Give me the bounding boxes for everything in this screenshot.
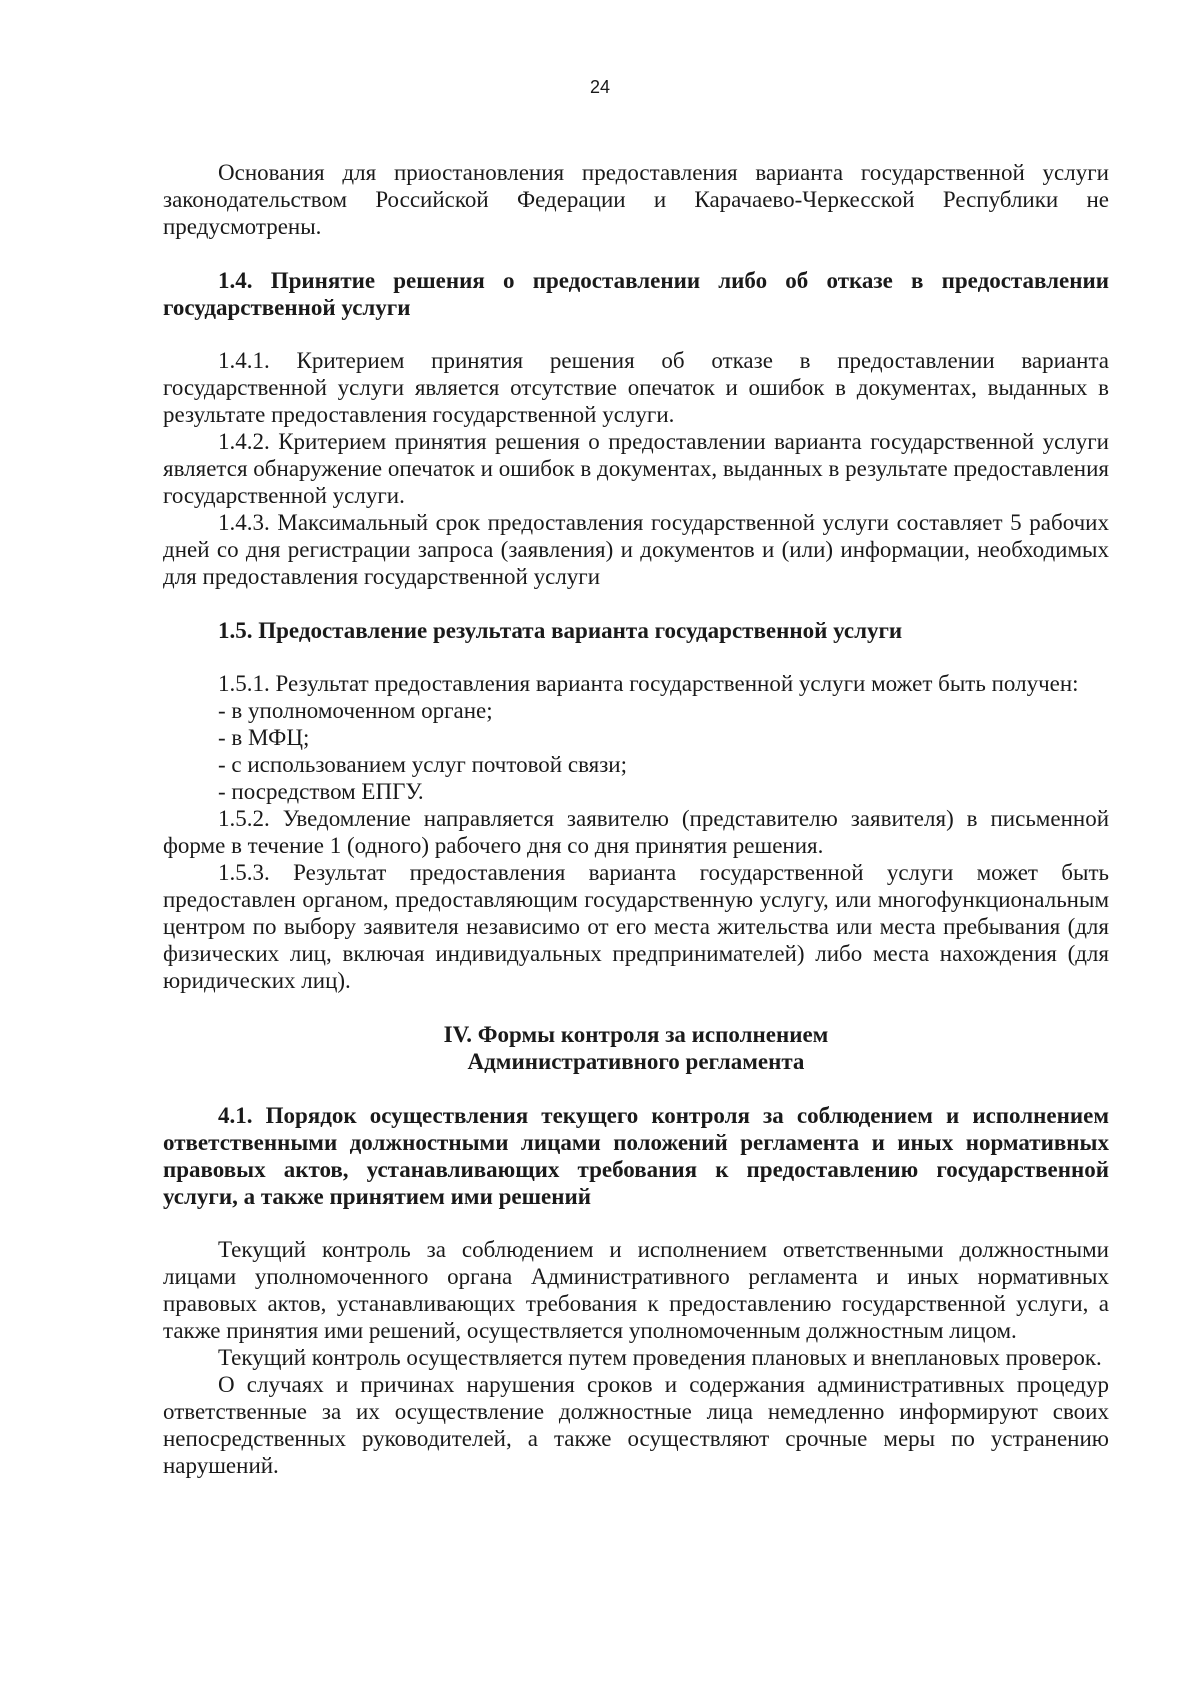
paragraph-1-5-1: 1.5.1. Результат предоставления варианта государственной услуги может быть получен: <box>218 671 1079 696</box>
paragraph-1-4-1: 1.4.1. Критерием принятия решения об отказе в предоставлении варианта государственной услуги является отсутствие опечаток и ошибок в документах, выданных в результате предоставления государственной услуги. <box>163 348 1109 427</box>
list-item: - в МФЦ; <box>218 725 310 750</box>
list-item: - посредством ЕПГУ. <box>218 779 424 804</box>
paragraph-1-5-2: 1.5.2. Уведомление направляется заявителю (представителю заявителя) в письменной форме в течение 1 (одного) рабочего дня со дня принятия решения. <box>163 806 1109 858</box>
list-item: - с использованием услуг почтовой связи; <box>218 752 627 777</box>
list-item: - в уполномоченном органе; <box>218 698 493 723</box>
chapter-4-title-line-2: Административного регламента <box>467 1049 805 1074</box>
paragraph-1-4-2: 1.4.2. Критерием принятия решения о предоставлении варианта государственной услуги является обнаружение опечаток и ошибок в документах, выданных в результате предоставления государственной услуги. <box>163 429 1109 508</box>
paragraph-1-5-3: 1.5.3. Результат предоставления варианта государственной услуги может быть предоставлен органом, предоставляющим государственную услугу, или многофункциональным центром по выбору заявителя независимо от его места жительства или места пребывания (для физических лиц, включая индивидуальных предпринимателей) либо места нахождения (для юридических лиц). <box>163 860 1109 993</box>
paragraph-4-1-current-control: Текущий контроль за соблюдением и исполнением ответственными должностными лицами уполномоченного органа Административного регламента и иных нормативных правовых актов, устанавливающих требования к предоставлению государственной услуги, а также принятия ими решений, осуществляется уполномоченным должностным лицом. <box>163 1237 1109 1343</box>
document-body <box>163 159 1109 1479</box>
section-4-1-heading: 4.1. Порядок осуществления текущего контроля за соблюдением и исполнением ответственными должностными лицами положений регламента и иных нормативных правовых актов, устанавливающих требования к предоставлению государственной услуги, а также принятием ими решений <box>163 1103 1109 1209</box>
chapter-4-title-line-1: IV. Формы контроля за исполнением <box>443 1022 829 1047</box>
paragraph-1-4-3: 1.4.3. Максимальный срок предоставления государственной услуги составляет 5 рабочих дней со дня регистрации запроса (заявления) и документов и (или) информации, необходимых для предоставления государственной услуги <box>163 510 1109 589</box>
page-number: 24 <box>589 77 611 97</box>
paragraph-4-1-inspections: Текущий контроль осуществляется путем проведения плановых и внеплановых проверок. <box>218 1345 1102 1370</box>
intro-paragraph: Основания для приостановления предоставления варианта государственной услуги законодательством Российской Федерации и Карачаево-Черкесской Республики не предусмотрены. <box>163 160 1109 239</box>
section-1-5-heading: 1.5. Предоставление результата варианта государственной услуги <box>218 618 903 643</box>
section-1-4-heading: 1.4. Принятие решения о предоставлении либо об отказе в предоставлении государственной услуги <box>163 268 1109 320</box>
paragraph-4-1-violations: О случаях и причинах нарушения сроков и содержания административных процедур ответственные за их осуществление должностные лица немедленно информируют своих непосредственных руководителей, а также осуществляют срочные меры по устранению нарушений. <box>163 1372 1109 1478</box>
